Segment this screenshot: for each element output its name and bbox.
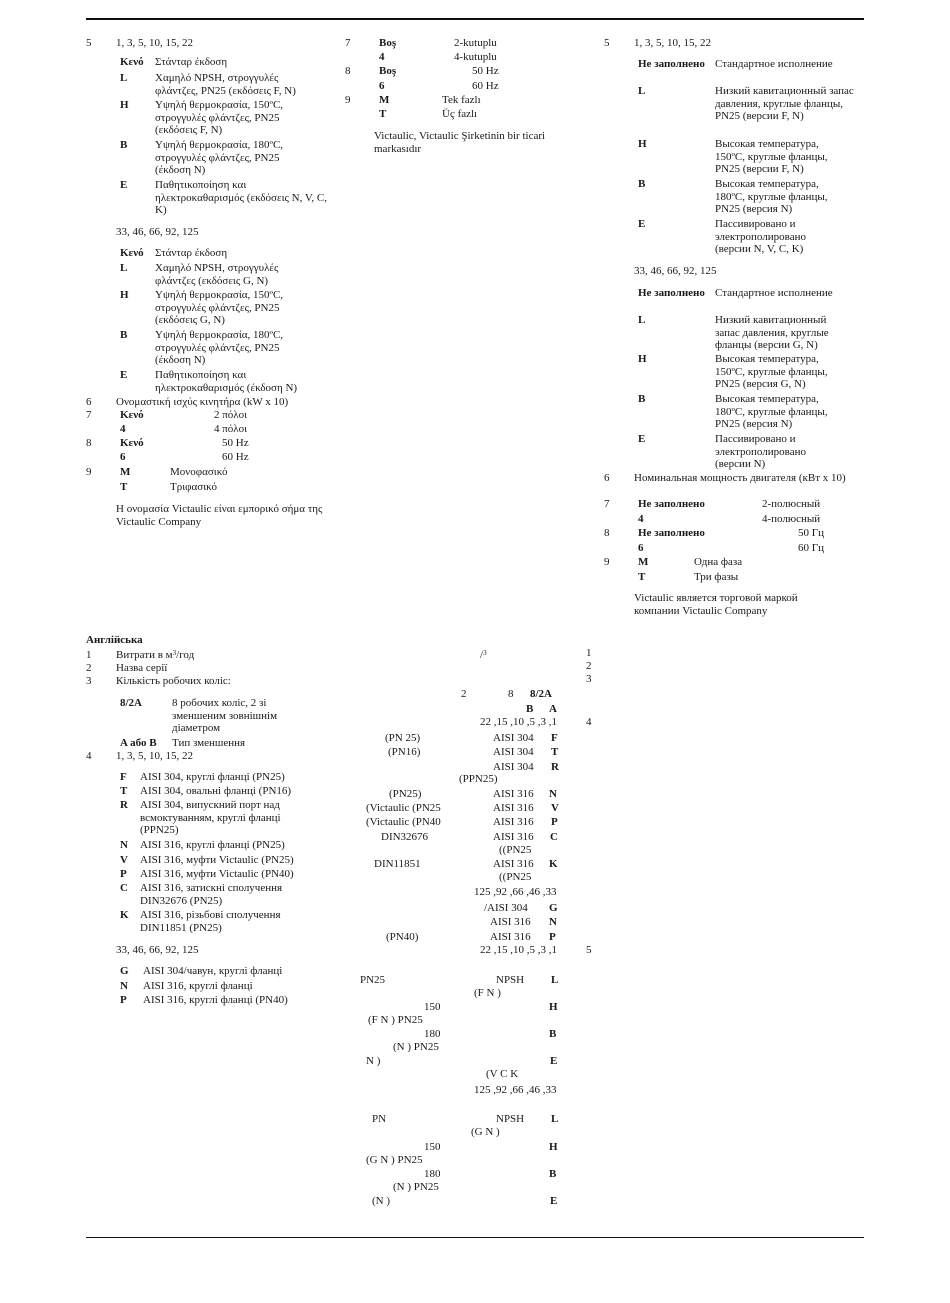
option-code: E [638,433,646,445]
rtl-text: AISI 304 [493,732,534,744]
item-number: 7 [604,498,610,510]
option-code: H [549,1141,558,1153]
option-code: Не заполнено [638,527,705,539]
power-label: Ονομαστική ισχύς κινητήρα (kW x 10) [116,396,289,408]
option-desc: Tek fazlı [442,94,481,106]
impellers-label: Кількість робочих коліс: [116,675,231,687]
option-desc: AISI 304, випускний порт над всмоктуванням, круглі фланці (PPN25) [140,799,281,836]
item-number: 6 [86,396,92,408]
rtl-text: 150 [424,1001,441,1013]
option-desc: Одна фаза [694,556,743,568]
option-desc: Низкий кавитационный запас давления, круглые фланцы, PN25 (версии F, N) [715,85,854,122]
option-code: E [120,179,128,191]
option-desc: 4-полюсный [762,513,821,525]
option-desc: Пассивировано и электрополировано (версии N) [715,433,806,470]
option-desc: Χαμηλό NPSH, στρογγυλές φλάντζες, PN25 (εκδόσεις F, N) [155,72,296,97]
flow-unit: /$^3$ [480,649,487,661]
item-number: 1 [86,649,92,661]
item-number: 5 [604,37,610,49]
option-desc: Стандартное исполнение [715,58,833,70]
option-code: E [638,218,646,230]
size-range: 125 ,92 ,66 ,46 ,33 [474,1084,557,1096]
option-code: L [120,72,128,84]
option-code: G [120,965,129,977]
series-label: Назва серії [116,662,168,674]
item-number: 5 [86,37,92,49]
option-desc: Μονοφασικό [170,466,228,478]
option-code: 6 [638,542,644,554]
rtl-text: NPSH [496,1113,525,1125]
top-rule [86,18,864,20]
rtl-text: PN [372,1113,387,1125]
item-number: 3 [86,675,92,687]
option-desc: Στάνταρ έκδοση [155,56,228,68]
item-number: 2 [586,660,592,672]
option-desc: AISI 316, круглі фланці (PN25) [140,839,285,851]
option-code: H [120,289,129,301]
option-code: L [551,1113,559,1125]
rtl-text: AISI 316 [493,788,534,800]
option-desc: 4 πόλοι [214,423,248,435]
item-number: 9 [86,466,92,478]
option-code: H [549,1001,558,1013]
option-code: P [120,868,127,880]
option-desc: Υψηλή θερμοκρασία, 180ºC, στρογγυλές φλάντζες, PN25 (έκδοση N) [155,139,284,176]
option-code: N [120,839,128,851]
option-desc: Στάνταρ έκδοση [155,247,228,259]
option-desc: Υψηλή θερμοκρασία, 150ºC, στρογγυλές φλάντζες, PN25 (εκδόσεις F, N) [155,99,284,136]
item-number: 8 [86,437,92,449]
option-desc: 2 πόλοι [214,409,248,421]
item-number: 4 [586,716,592,728]
rtl-text: (G N ) PN25 [366,1154,423,1166]
option-desc: Три фазы [694,571,739,583]
option-code: A [549,703,557,715]
option-code: Boş [379,65,397,77]
item-number: 7 [86,409,92,421]
option-code: P [551,816,558,828]
option-code: H [638,138,647,150]
option-code: B [638,178,646,190]
item-number: 2 [86,662,92,674]
option-code: F [551,732,558,744]
rtl-text: AISI 316 [493,802,534,814]
option-code: B [549,1028,557,1040]
option-code: N [549,788,557,800]
rtl-text: /AISI 304 [484,902,528,914]
option-code: 4 [120,423,126,435]
option-desc: AISI 316, різьбові сполучення DIN11851 (PN25) [140,909,281,934]
rtl-text: (PN25) [389,788,422,800]
option-code: 8/2A [120,697,142,709]
rtl-text: 180 [424,1028,441,1040]
option-desc: AISI 304, овальні фланці (PN16) [140,785,292,797]
option-code: 6 [120,451,126,463]
option-code: Κενό [120,56,144,68]
option-code: H [638,353,647,365]
item-number: 4 [86,750,92,762]
option-desc: Тип зменшення [172,737,246,749]
option-desc: Высокая температура, 150ºC, круглые фланцы, PN25 (версии F, N) [715,138,828,175]
rtl-text: (F N ) [474,987,501,999]
rtl-text: AISI 316 [490,916,531,928]
option-desc: Высокая температура, 180ºC, круглые фланцы, PN25 (версия N) [715,178,828,215]
flow-label: Витрати в $м^3$/год [116,649,195,661]
option-code: A або B [120,737,157,749]
rtl-text: (N ) PN25 [393,1181,439,1193]
option-desc: Пассивировано и электрополировано (версии N, V, C, K) [715,218,806,255]
size-range: 1, 3, 5, 10, 15, 22 [116,37,193,49]
option-code: F [120,771,127,783]
option-code: M [379,94,390,106]
option-code: T [551,746,559,758]
rtl-text: AISI 304 [493,746,534,758]
option-desc: Χαμηλό NPSH, στρογγυλές φλάντζες (εκδόσεις G, N) [155,262,279,287]
option-code: N [549,916,557,928]
rtl-text: AISI 304 [493,761,534,773]
option-code: V [120,854,128,866]
item-number: 3 [586,673,592,685]
option-desc: 60 Hz [222,451,249,463]
rtl-text: (Victaulic (PN25 [366,802,441,814]
rtl-text: AISI 316 [493,831,534,843]
item-number: 5 [586,944,592,956]
option-desc: AISI 304/чавун, круглі фланці [143,965,283,977]
item-number: 6 [604,472,610,484]
option-code: V [551,802,559,814]
option-code: B [549,1168,557,1180]
rtl-text: 2 [461,688,467,700]
item-number: 1 [586,647,592,659]
rtl-text: (PN16) [388,746,421,758]
option-code: T [120,481,128,493]
option-code: Не заполнено [638,58,705,70]
trademark-note: Victaulic является торговой маркой компании Victaulic Company [634,592,798,617]
rtl-text: ((PN25 [499,871,532,883]
rtl-text: (N ) PN25 [393,1041,439,1053]
option-code: C [550,831,558,843]
option-desc: Υψηλή θερμοκρασία, 150ºC, στρογγυλές φλάντζες, PN25 (εκδόσεις G, N) [155,289,284,326]
rtl-text: (F N ) PN25 [368,1014,423,1026]
option-desc: Παθητικοποίηση και ηλεκτροκαθαρισμός (έκδοση N) [155,369,298,394]
rtl-text: 8 [508,688,514,700]
size-range: 33, 46, 66, 92, 125 [116,944,199,956]
option-code: Не заполнено [638,498,705,510]
option-code: M [638,556,649,568]
option-code: R [551,761,559,773]
option-desc: AISI 316, круглі фланці [143,980,253,992]
item-number: 7 [345,37,351,49]
option-code: Κενό [120,247,144,259]
option-code: P [549,931,556,943]
option-code: E [550,1195,558,1207]
rtl-text: NPSH [496,974,525,986]
option-desc: 2-полюсный [762,498,821,510]
size-range: 33, 46, 66, 92, 125 [116,226,199,238]
rtl-text: AISI 316 [490,931,531,943]
option-desc: Низкий кавитационный запас давления, круглые фланцы (версии G, N) [715,314,829,351]
option-desc: 8 робочих коліс, 2 зі зменшеним зовнішнім діаметром [172,697,278,734]
item-number: 9 [604,556,610,568]
option-code: K [549,858,558,870]
option-code: K [120,909,129,921]
option-desc: 60 Гц [798,542,824,554]
item-number: 9 [345,94,351,106]
rtl-text: (V C K [486,1068,519,1080]
bottom-rule [86,1237,864,1238]
option-code: B [638,393,646,405]
rtl-text: PN25 [360,974,386,986]
option-desc: 4-kutuplu [454,51,497,63]
option-code: L [551,974,559,986]
option-code: E [550,1055,558,1067]
option-code: L [638,85,646,97]
rtl-text: (N ) [372,1195,391,1207]
rtl-text: DIN32676 [381,831,429,843]
option-desc: AISI 316, муфти Victaulic (PN25) [140,854,294,866]
rtl-text: N ) [366,1055,381,1067]
option-code: Не заполнено [638,287,705,299]
rtl-text: 150 [424,1141,441,1153]
trademark-note: Η ονομασία Victaulic είναι εμπορικό σήμα της Victaulic Company [116,503,323,528]
option-code: B [120,139,128,151]
option-desc: AISI 316, муфти Victaulic (PN40) [140,868,294,880]
option-code: R [120,799,128,811]
size-range: 125 ,92 ,66 ,46 ,33 [474,886,557,898]
size-range: 22 ,15 ,10 ,5 ,3 ,1 [480,944,557,956]
rtl-text: (Victaulic (PN40 [366,816,441,828]
option-desc: AISI 304, круглі фланці (PN25) [140,771,285,783]
option-desc: 2-kutuplu [454,37,497,49]
option-desc: Высокая температура, 180ºC, круглые фланцы, PN25 (версия N) [715,393,828,430]
trademark-note: Victaulic, Victaulic Şirketinin bir ticari markasıdır [374,130,546,155]
power-label: Номинальная мощность двигателя (кВт x 10) [634,472,846,484]
option-code: B [526,703,534,715]
option-code: Κενό [120,437,144,449]
option-desc: Üç fazlı [442,108,478,120]
option-code: T [638,571,646,583]
item-number: 8 [345,65,351,77]
option-code: Boş [379,37,397,49]
option-code: T [120,785,128,797]
option-desc: 60 Hz [472,80,499,92]
option-code: G [549,902,558,914]
size-range: 1, 3, 5, 10, 15, 22 [116,750,193,762]
option-code: N [120,980,128,992]
option-desc: Высокая температура, 150ºC, круглые фланцы, PN25 (версия G, N) [715,353,828,390]
option-code: B [120,329,128,341]
option-code: L [638,314,646,326]
item-number: 8 [604,527,610,539]
rtl-text: ((PN25 [499,844,532,856]
option-desc: Παθητικοποίηση και ηλεκτροκαθαρισμός (εκδόσεις N, V, C, K) [155,179,328,216]
option-code: T [379,108,387,120]
option-code: 6 [379,80,385,92]
size-range: 33, 46, 66, 92, 125 [634,265,717,277]
option-desc: 50 Hz [472,65,499,77]
option-code: L [120,262,128,274]
section-title: Англійська [86,634,143,646]
option-code: E [120,369,128,381]
option-desc: 50 Hz [222,437,249,449]
size-range: 1, 3, 5, 10, 15, 22 [634,37,711,49]
option-code: M [120,466,131,478]
option-desc: Τριφασικό [170,481,217,493]
rtl-text: (PN 25) [385,732,421,744]
rtl-text: AISI 316 [493,816,534,828]
rtl-text: (PN40) [386,931,419,943]
option-code: P [120,994,127,1006]
option-desc: Υψηλή θερμοκρασία, 180ºC, στρογγυλές φλάντζες, PN25 (έκδοση N) [155,329,284,366]
option-code: C [120,882,128,894]
option-code: Κενό [120,409,144,421]
rtl-text: AISI 316 [493,858,534,870]
option-code: 4 [379,51,385,63]
rtl-text: (PPN25) [459,773,498,785]
option-code: 8/2A [530,688,552,700]
option-code: H [120,99,129,111]
option-code: 4 [638,513,644,525]
option-desc: AISI 316, затискні сполучення DIN32676 (PN25) [140,882,283,907]
rtl-text: (G N ) [471,1126,500,1138]
rtl-text: DIN11851 [374,858,421,870]
option-desc: 50 Гц [798,527,824,539]
rtl-text: 180 [424,1168,441,1180]
option-desc: AISI 316, круглі фланці (PN40) [143,994,288,1006]
option-desc: Стандартное исполнение [715,287,833,299]
size-range: 22 ,15 ,10 ,5 ,3 ,1 [480,716,557,728]
